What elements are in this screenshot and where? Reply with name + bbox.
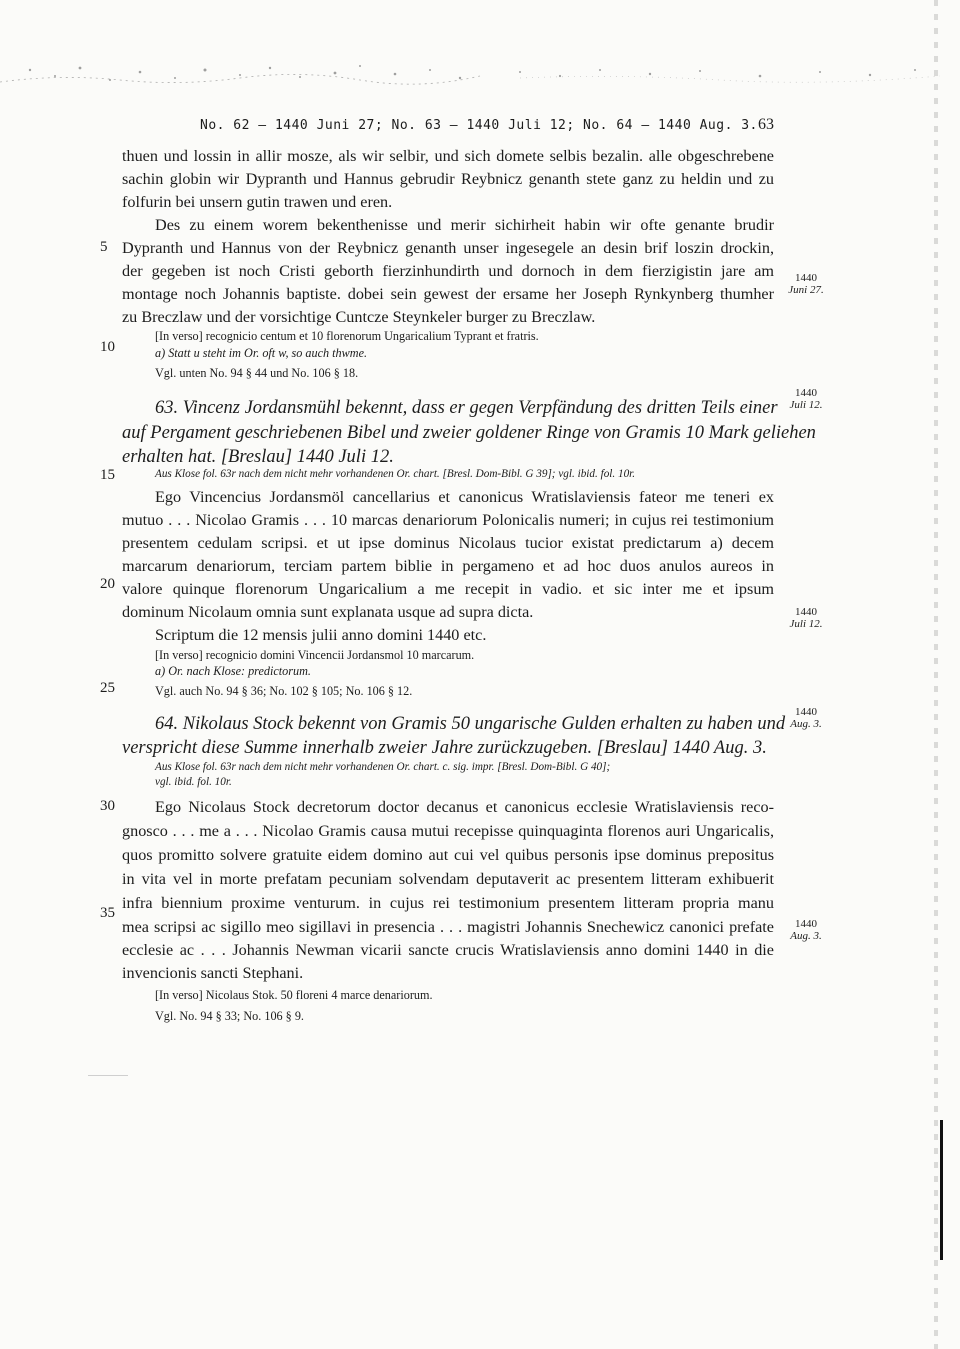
footnote: a) Or. nach Klose: predictorum. — [155, 664, 311, 678]
text-line: dominum Nicolaum omnia sunt explanata usque ad supra dicta. — [122, 603, 534, 621]
text-line: Dypranth und Hannus von der Reybnicz genanth unser ingesegele an desin brif loszin drockin, — [122, 239, 774, 257]
document-heading: verspricht diese Summe innerhalb zweier Jahre zurückzugeben. [Breslau] 1440 Aug. 3. — [122, 738, 767, 758]
margin-date-day: Juli 12. — [789, 399, 823, 411]
document-heading: 64. Nikolaus Stock bekennt von Gramis 50 ungarische Gulden erhalten zu haben und — [155, 714, 786, 734]
text-line: Des zu einem worem bekenthenisse und merir sichirheit habin wir ofte genante brudir — [155, 216, 774, 234]
source-note: vgl. ibid. fol. 10r. — [155, 776, 232, 788]
margin-date-day: Aug. 3. — [790, 930, 822, 942]
margin-date-year: 1440 — [795, 387, 817, 399]
page-number: 63 — [758, 116, 774, 133]
text-line: infra biennium proxime venturum. in cujus rei testimonium presentem litteram propria manu — [122, 894, 774, 912]
source-note: Aus Klose fol. 63r nach dem nicht mehr vorhandenen Or. chart. [Bresl. Dom-Bibl. G 39]; vgl. ibid. fol. 10r. — [155, 468, 636, 480]
margin-date-year: 1440 — [795, 918, 817, 930]
line-number: 35 — [100, 905, 115, 921]
verso-note: [In verso] recognicio centum et 10 florenorum Ungaricalium Typrant et fratris. — [155, 329, 539, 343]
line-number: 20 — [100, 576, 115, 592]
scan-mark — [88, 1075, 128, 1076]
line-number: 5 — [100, 239, 108, 255]
line-number: 15 — [100, 467, 115, 483]
text-line: Scriptum die 12 mensis julii anno domini 1440 etc. — [155, 626, 487, 644]
running-header: No. 62 — 1440 Juni 27; No. 63 — 1440 Juli 12; No. 64 — 1440 Aug. 3. — [200, 118, 758, 133]
text-line: ecclesie ac . . . Johannis Newman vicarii sancte crucis Wratislaviensis anno domini 1440 in die — [122, 941, 774, 959]
footnote: a) Statt u steht im Or. oft w, so auch thwme. — [155, 346, 368, 360]
scan-edge-line — [940, 1120, 943, 1260]
line-number: 10 — [100, 339, 115, 355]
text-line: in vita vel in morte prefatam pecuniam solvendam deputaverit ac presentem litteram exhibuerit — [122, 870, 774, 888]
text-line: Ego Nicolaus Stock decretorum doctor decanus et canonicus ecclesie Wratislaviensis reco- — [155, 798, 774, 816]
text-line: gnosco . . . me a . . . Nicolao Gramis causa mutui recepisse quinquaginta florenos auri Ungaricalis, — [122, 822, 774, 840]
margin-date-year: 1440 — [795, 706, 817, 718]
text-line: sachin globin wir Dypranth und Hannus gebrudir Reybnicz genanth stete ganz zu heldin und zu — [122, 170, 774, 188]
text-line: mutuo . . . Nicolao Gramis . . . 10 marcas denariorum Polonicalis numeri; in cujus rei testimonium — [122, 511, 774, 529]
text-line: montage noch Johannis baptiste. dobei sein gewest der ersame her Joseph Rynkynberg thumher — [122, 285, 774, 303]
document-heading: auf Pergament geschriebenen Bibel und zweier goldener Ringe von Gramis 10 Mark geliehen — [122, 423, 816, 443]
text-line: Ego Vincencius Jordansmöl cancellarius et canonicus Wratislaviensis fateor me teneri ex — [155, 488, 774, 506]
document-heading: 63. Vincenz Jordansmühl bekennt, dass er gegen Verpfändung des dritten Teils einer — [155, 398, 778, 418]
text-line: presentem cedulam scripsi. et ut ipse dominus Nicolaus tucior existat predictarum a) decem — [122, 534, 774, 552]
scan-noise-strip — [0, 30, 960, 105]
text-line: der gegeben ist noch Cristi geborth fierzinhundirth und dornoch in dem fierzigistin jare am — [122, 262, 774, 280]
text-line: thuen und lossin in allir mosze, als wir selbir, und sich domete selbis bezalin. alle obgeschrebene — [122, 147, 774, 165]
reference-note: Vgl. auch No. 94 § 36; No. 102 § 105; No. 106 § 12. — [155, 684, 413, 698]
source-note: Aus Klose fol. 63r nach dem nicht mehr vorhandenen Or. chart. c. sig. impr. [Bresl. Dom-Bibl. G 40]; — [155, 761, 611, 773]
text-line: zu Breczlaw und der vorsichtige Cuntcze Steynkeler burger zu Breczlaw. — [122, 308, 596, 326]
margin-date-day: Juni 27. — [788, 284, 824, 296]
margin-date — [782, 706, 830, 730]
margin-date — [782, 918, 830, 942]
text-line: marcarum denariorum, terciam partem biblie in pergameno et ad hoc duos anulos aureos in — [122, 557, 774, 575]
verso-note: [In verso] Nicolaus Stok. 50 floreni 4 marce denariorum. — [155, 988, 433, 1002]
margin-date — [782, 606, 830, 630]
reference-note: Vgl. unten No. 94 § 44 und No. 106 § 18. — [155, 366, 359, 380]
text-line: folfurin bei unsern gutin trawen und eren. — [122, 193, 393, 211]
line-number: 25 — [100, 680, 115, 696]
page-edge-shadow — [934, 0, 938, 1349]
text-line: quos promitto solvere gratuite eidem domino aut cui vel quibus personis ipse dominus prepositus — [122, 846, 774, 864]
reference-note: Vgl. No. 94 § 33; No. 106 § 9. — [155, 1009, 304, 1023]
text-line: valore quinque florenorum Ungaricalium a me recepit in vadio. et sic inter me et ipsum — [122, 580, 774, 598]
margin-date-day: Juli 12. — [789, 618, 823, 630]
margin-date — [782, 387, 830, 411]
margin-date-day: Aug. 3. — [790, 718, 822, 730]
verso-note: [In verso] recognicio domini Vincencii Jordansmol 10 marcarum. — [155, 648, 475, 662]
text-line: invencionis sancti Stephani. — [122, 964, 304, 982]
margin-date — [782, 272, 830, 296]
document-heading: erhalten hat. [Breslau] 1440 Juli 12. — [122, 447, 394, 467]
margin-date-year: 1440 — [795, 606, 817, 618]
text-line: mea scripsi ac sigillo meo sigillavi in presencia . . . magistri Johannis Snechewicz canonici prefate — [122, 918, 774, 936]
margin-date-year: 1440 — [795, 272, 817, 284]
line-number: 30 — [100, 798, 115, 814]
